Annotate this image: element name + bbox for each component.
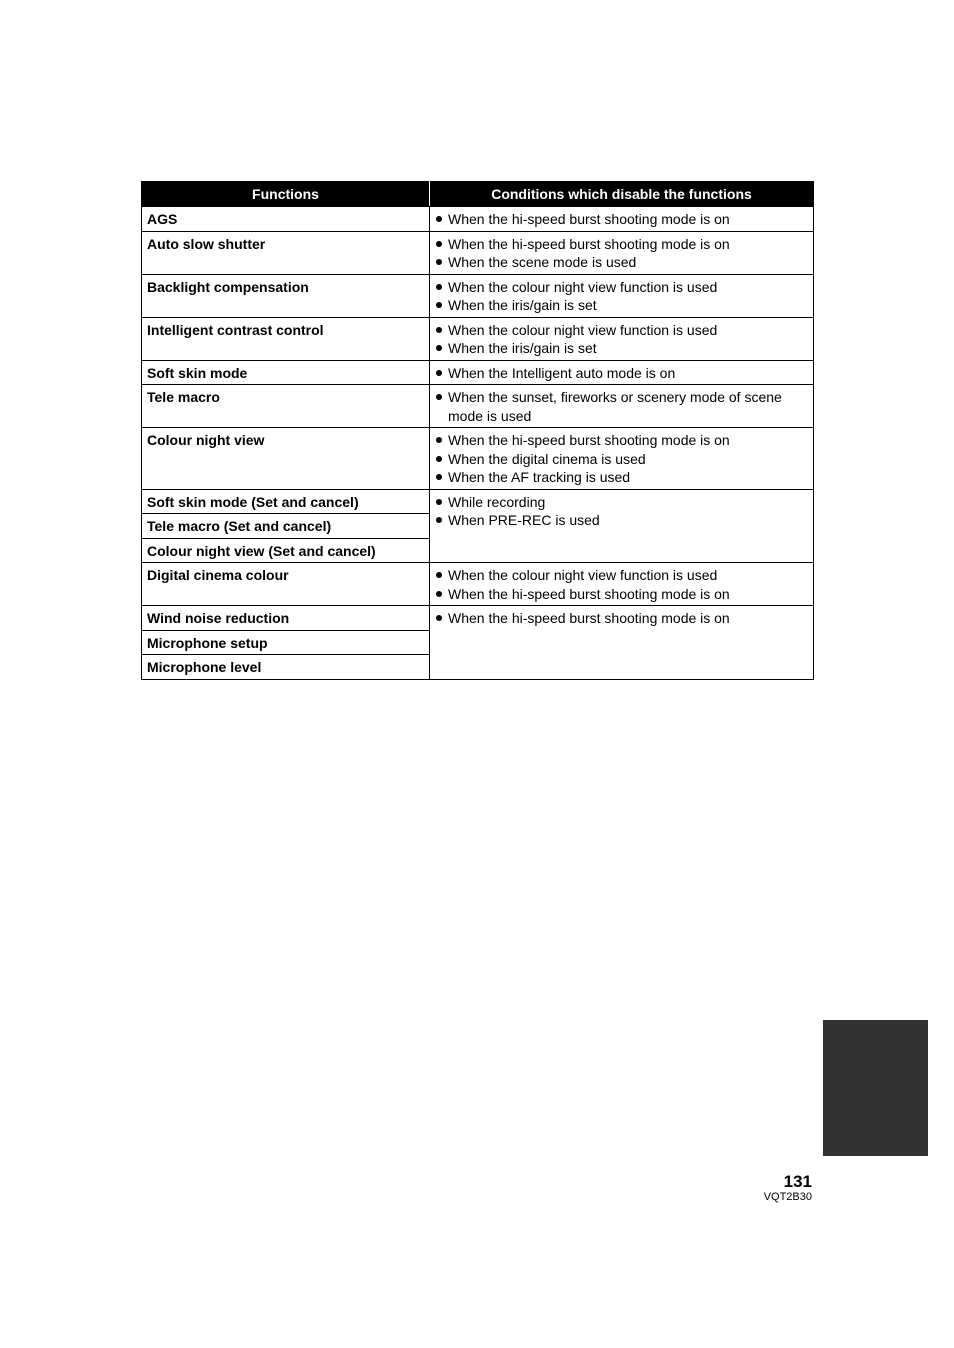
table-row <box>142 563 814 606</box>
function-name: Tele macro (Set and cancel) <box>142 514 430 539</box>
table-row <box>142 274 814 317</box>
function-name: Microphone setup <box>142 630 430 655</box>
conditions-list <box>435 431 808 487</box>
function-name: Auto slow shutter <box>142 231 430 274</box>
conditions-list <box>435 364 808 383</box>
condition-item: When the hi-speed burst shooting mode is on <box>435 431 808 450</box>
page-number: 131 <box>783 1172 812 1191</box>
table-row <box>142 207 814 232</box>
conditions-list <box>435 566 808 603</box>
function-name: Backlight compensation <box>142 274 430 317</box>
document-code: VQT2B30 <box>763 1191 812 1203</box>
condition-item: When the hi-speed burst shooting mode is on <box>435 609 808 628</box>
header-conditions: Conditions which disable the functions <box>430 182 814 207</box>
conditions-cell <box>430 563 814 606</box>
condition-item: When the hi-speed burst shooting mode is on <box>435 235 808 254</box>
conditions-list <box>435 493 808 530</box>
condition-item: While recording <box>435 493 808 512</box>
condition-item: When the AF tracking is used <box>435 468 808 487</box>
condition-item: When PRE-REC is used <box>435 511 808 530</box>
table-row <box>142 360 814 385</box>
function-name: Digital cinema colour <box>142 563 430 606</box>
conditions-cell <box>430 385 814 428</box>
function-name: Wind noise reduction <box>142 606 430 631</box>
conditions-cell <box>430 428 814 490</box>
function-name: Microphone level <box>142 655 430 680</box>
condition-item: When the Intelligent auto mode is on <box>435 364 808 383</box>
table-row <box>142 385 814 428</box>
table-header-row <box>142 182 814 207</box>
conditions-cell <box>430 274 814 317</box>
conditions-list <box>435 235 808 272</box>
function-name: Colour night view <box>142 428 430 490</box>
function-name: Colour night view (Set and cancel) <box>142 538 430 563</box>
table-row <box>142 428 814 490</box>
table-row <box>142 231 814 274</box>
condition-item: When the iris/gain is set <box>435 296 808 315</box>
conditions-list <box>435 210 808 229</box>
conditions-cell <box>430 207 814 232</box>
function-name: AGS <box>142 207 430 232</box>
conditions-cell <box>430 231 814 274</box>
conditions-cell <box>430 606 814 680</box>
condition-item: When the hi-speed burst shooting mode is on <box>435 585 808 604</box>
table-row <box>142 606 814 631</box>
header-functions: Functions <box>142 182 430 207</box>
conditions-list <box>435 278 808 315</box>
condition-item: When the colour night view function is used <box>435 278 808 297</box>
function-name: Soft skin mode (Set and cancel) <box>142 489 430 514</box>
condition-item: When the hi-speed burst shooting mode is on <box>435 210 808 229</box>
functions-table <box>141 181 814 680</box>
side-tab-marker <box>823 1020 928 1156</box>
condition-item: When the colour night view function is used <box>435 566 808 585</box>
function-name: Tele macro <box>142 385 430 428</box>
function-name: Intelligent contrast control <box>142 317 430 360</box>
table-row <box>142 489 814 514</box>
conditions-cell <box>430 360 814 385</box>
conditions-list <box>435 321 808 358</box>
table-body <box>142 207 814 680</box>
conditions-cell <box>430 317 814 360</box>
conditions-cell <box>430 489 814 563</box>
condition-item: When the iris/gain is set <box>435 339 808 358</box>
condition-item: When the colour night view function is used <box>435 321 808 340</box>
conditions-list <box>435 609 808 628</box>
condition-item: When the sunset, fireworks or scenery mode of scene mode is used <box>435 388 808 425</box>
conditions-list <box>435 388 808 425</box>
condition-item: When the digital cinema is used <box>435 450 808 469</box>
table-row <box>142 317 814 360</box>
condition-item: When the scene mode is used <box>435 253 808 272</box>
function-name: Soft skin mode <box>142 360 430 385</box>
